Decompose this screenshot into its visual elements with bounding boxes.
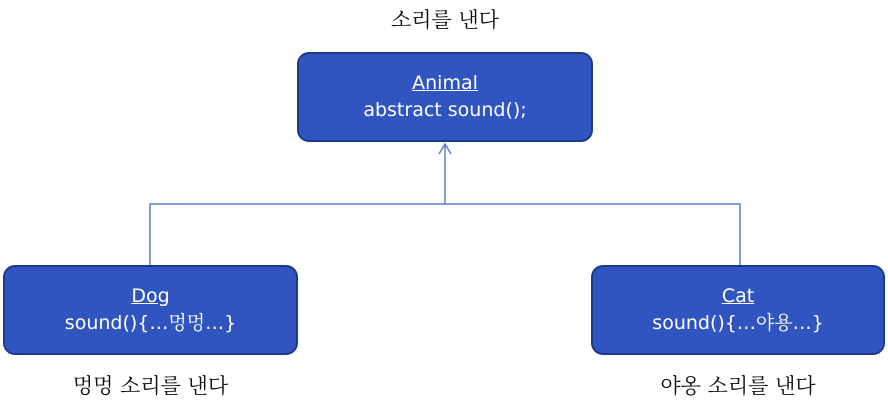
- connector-dog-to-animal: [150, 204, 445, 265]
- class-name-animal: Animal: [412, 72, 478, 94]
- caption-animal: 소리를 낸다: [390, 8, 500, 32]
- class-box-dog: [3, 265, 298, 355]
- class-name-cat: Cat: [721, 285, 755, 307]
- connector-cat-to-animal: [445, 204, 740, 265]
- method-animal: abstract sound();: [363, 99, 527, 121]
- class-box-cat: [591, 265, 885, 355]
- caption-dog: 멍멍 소리를 낸다: [72, 374, 229, 398]
- class-box-animal: [297, 52, 593, 142]
- method-dog: sound(){…멍멍…}: [64, 312, 237, 334]
- method-cat: sound(){…야용…}: [652, 312, 824, 334]
- class-name-dog: Dog: [131, 285, 170, 307]
- caption-cat: 야옹 소리를 낸다: [660, 374, 816, 398]
